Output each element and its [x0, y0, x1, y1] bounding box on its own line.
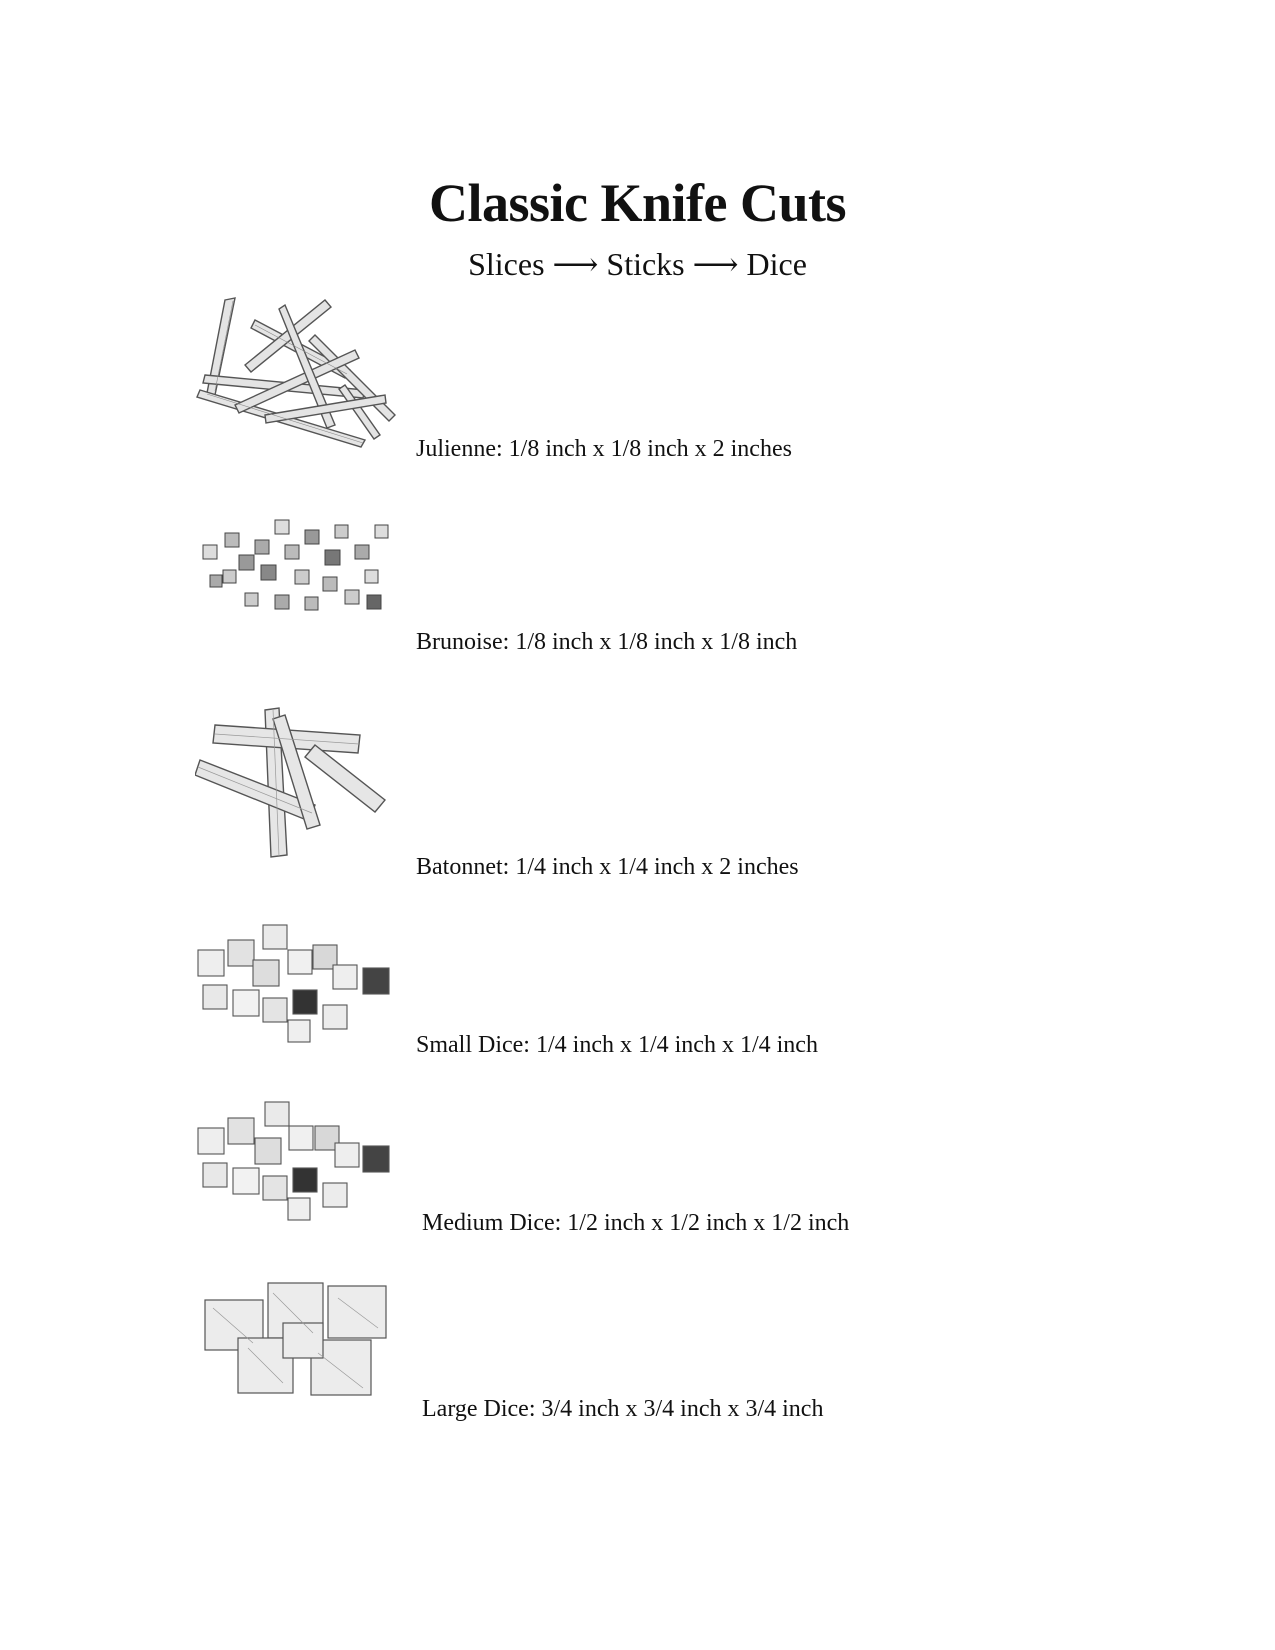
- arrow-right-icon: ⟶: [692, 246, 739, 282]
- large-dice-illustration: [203, 1278, 393, 1403]
- subtitle-slices: Slices: [468, 246, 545, 282]
- cut-label-medium-dice: Medium Dice: 1/2 inch x 1/2 inch x 1/2 inch: [422, 1210, 850, 1236]
- cut-label-small-dice: Small Dice: 1/4 inch x 1/4 inch x 1/4 inch: [416, 1032, 818, 1058]
- small-dice-illustration: [193, 920, 398, 1045]
- page-title: Classic Knife Cuts: [428, 173, 846, 233]
- medium-dice-illustration: [193, 1098, 398, 1223]
- brunoise-cubes-illustration: [195, 515, 395, 625]
- julienne-sticks-illustration: [195, 295, 410, 465]
- batonnet-sticks-illustration: [195, 705, 395, 865]
- cut-label-julienne: Julienne: 1/8 inch x 1/8 inch x 2 inches: [416, 436, 792, 462]
- cut-label-brunoise: Brunoise: 1/8 inch x 1/8 inch x 1/8 inch: [416, 629, 798, 655]
- subtitle-dice: Dice: [746, 246, 807, 282]
- cut-label-batonnet: Batonnet: 1/4 inch x 1/4 inch x 2 inches: [416, 854, 799, 880]
- page-subtitle: [0, 245, 1275, 283]
- arrow-right-icon: ⟶: [552, 246, 599, 282]
- subtitle-sticks: Sticks: [606, 246, 685, 282]
- cut-label-large-dice: Large Dice: 3/4 inch x 3/4 inch x 3/4 inch: [422, 1396, 824, 1422]
